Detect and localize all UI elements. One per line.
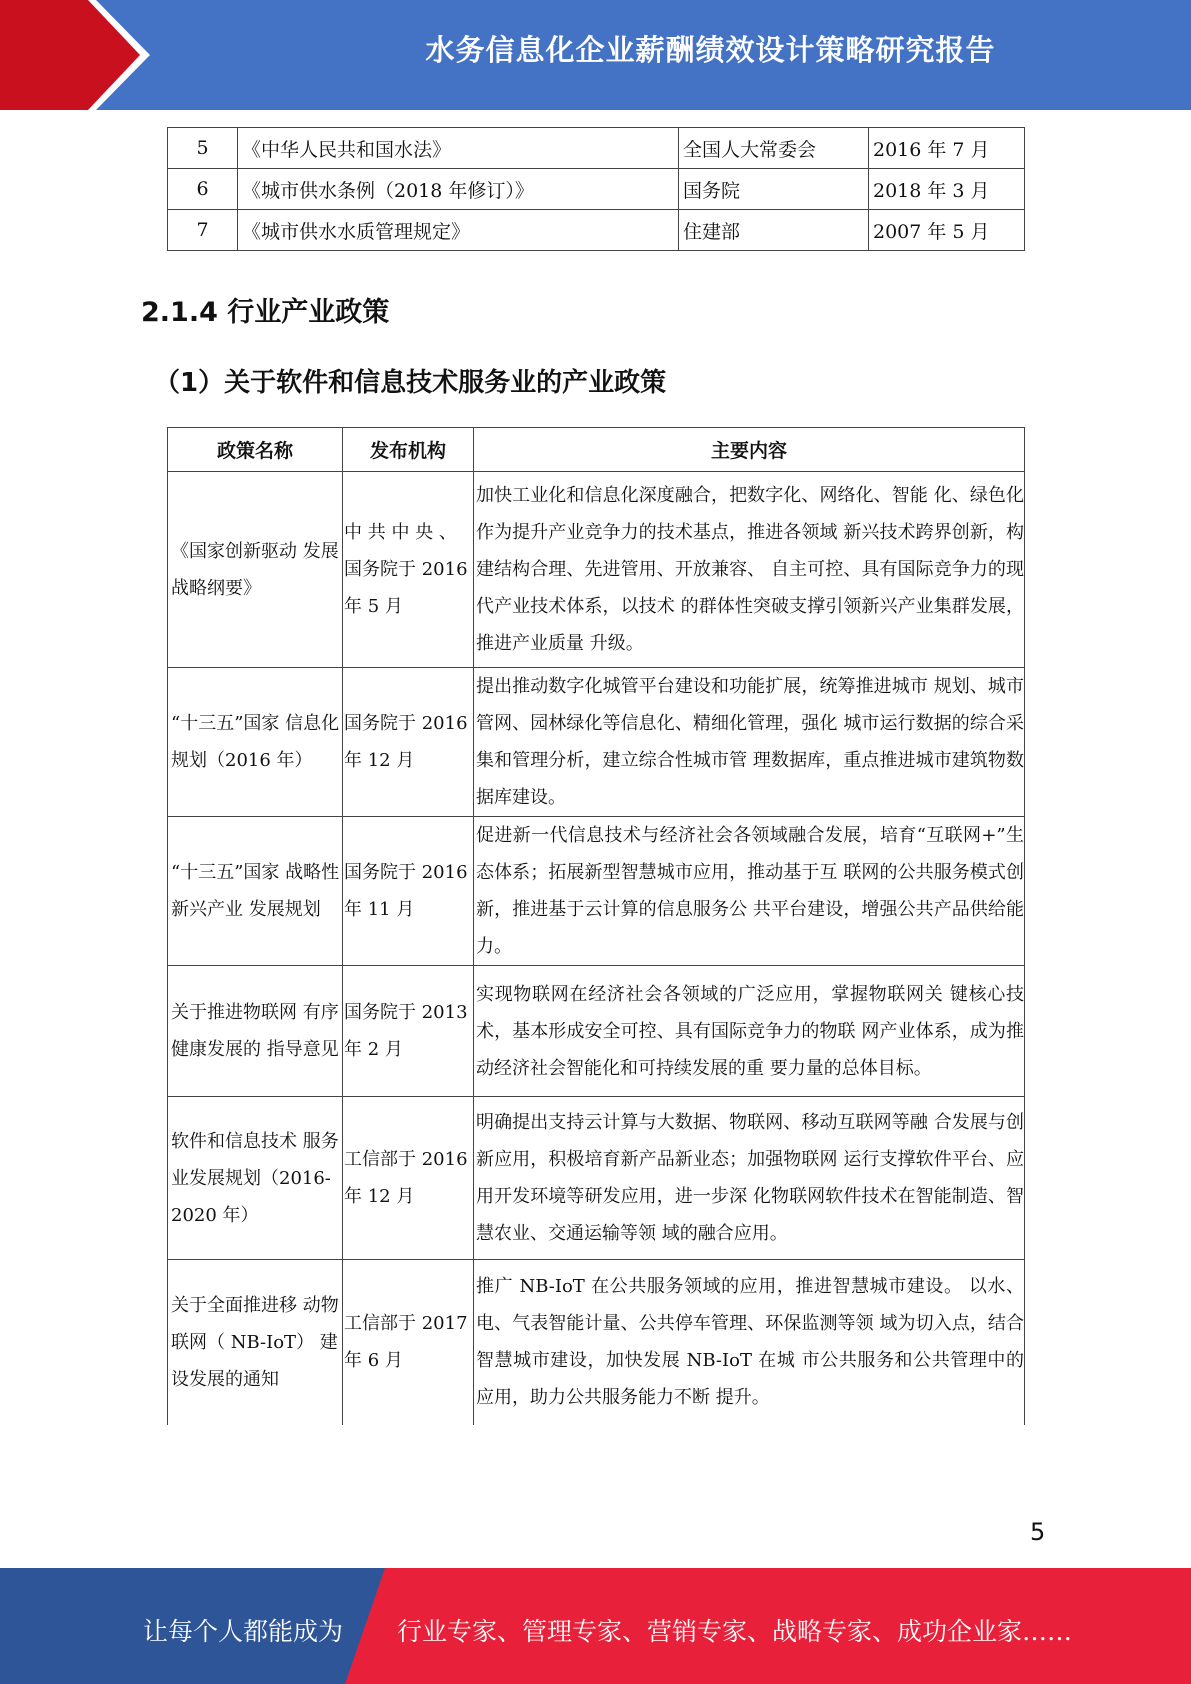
row-number: 5 (168, 128, 238, 169)
report-title: 水务信息化企业薪酬绩效设计策略研究报告 (425, 33, 996, 67)
header-arrow-graphic (0, 0, 160, 110)
table-header-row (168, 428, 1025, 472)
policy-content: 加快工业化和信息化深度融合，把数字化、网络化、智能 化、绿色化作为提升产业竞争力的技术基点，推进各领域 新兴技术跨界创新，构建结构合理、先进管用、开放兼容、 自主可控、具有国际竞争力的现代产业技术体系，以技术 的群体性突破支撑引领新兴产业集群发展，推进产业质量 升级。 (474, 472, 1025, 668)
policy-content: 提出推动数字化城管平台建设和功能扩展，统筹推进城市 规划、城市管网、园林绿化等信息化、精细化管理，强化 城市运行数据的综合采集和管理分析，建立综合性城市管 理数据库，重点推进城市建筑物数据库建设。 (474, 668, 1025, 817)
policy-org: 工信部于 2017 年 6 月 (343, 1260, 474, 1425)
table-row (168, 817, 1025, 966)
footer-slogan-left: 让每个人都能成为 (143, 1617, 344, 1646)
law-org: 国务院 (679, 169, 869, 210)
page-footer (0, 1568, 1191, 1684)
subsection-heading: （1）关于软件和信息技术服务业的产业政策 (154, 368, 667, 398)
column-header-org: 发布机构 (343, 428, 474, 472)
row-number: 7 (168, 210, 238, 251)
table-row (168, 169, 1025, 210)
policy-name: 软件和信息技术 服务业发展规划（2016-2020 年） (168, 1097, 343, 1260)
section-heading: 2.1.4 行业产业政策 (141, 297, 390, 328)
table-row (168, 1097, 1025, 1260)
row-number: 6 (168, 169, 238, 210)
column-header-name: 政策名称 (168, 428, 343, 472)
page-number: 5 (1030, 1518, 1046, 1546)
law-org: 全国人大常委会 (679, 128, 869, 169)
policy-content: 实现物联网在经济社会各领域的广泛应用，掌握物联网关 键核心技术，基本形成安全可控、具有国际竞争力的物联 网产业体系，成为推动经济社会智能化和可持续发展的重 要力量的总体目标。 (474, 966, 1025, 1097)
policy-content: 促进新一代信息技术与经济社会各领域融合发展，培育“互联网+”生态体系；拓展新型智慧城市应用，推动基于互 联网的公共服务模式创新，推进基于云计算的信息服务公 共平台建设，增强公共产品供给能力。 (474, 817, 1025, 966)
policy-org: 工信部于 2016 年 12 月 (343, 1097, 474, 1260)
policy-org: 中 共 中 央 、国务院于 2016 年 5 月 (343, 472, 474, 668)
table-row (168, 668, 1025, 817)
law-table (167, 127, 1025, 251)
policy-content: 明确提出支持云计算与大数据、物联网、移动互联网等融 合发展与创新应用，积极培育新产品新业态；加强物联网 运行支撑软件平台、应用开发环境等研发应用，进一步深 化物联网软件技术在智能制造、智慧农业、交通运输等领 域的融合应用。 (474, 1097, 1025, 1260)
policy-table (167, 427, 1025, 1425)
policy-name: 关于推进物联网 有序健康发展的 指导意见 (168, 966, 343, 1097)
policy-org: 国务院于 2013 年 2 月 (343, 966, 474, 1097)
law-date: 2007 年 5 月 (869, 210, 1025, 251)
page-header (0, 0, 1191, 110)
column-header-content: 主要内容 (474, 428, 1025, 472)
table-row (168, 472, 1025, 668)
table-row (168, 1260, 1025, 1425)
policy-content: 推广 NB-IoT 在公共服务领域的应用，推进智慧城市建设。 以水、电、气表智能计量、公共停车管理、环保监测等领 域为切入点，结合智慧城市建设，加快发展 NB-IoT 在城 市公共服务和公共管理中的应用，助力公共服务能力不断 提升。 (474, 1260, 1025, 1425)
table-row (168, 966, 1025, 1097)
policy-name: “十三五”国家 信息化规划（2016 年） (168, 668, 343, 817)
policy-name: 关于全面推进移 动物联网（ NB-IoT） 建 设发展的通知 (168, 1260, 343, 1425)
table-row (168, 128, 1025, 169)
law-org: 住建部 (679, 210, 869, 251)
policy-org: 国务院于 2016 年 12 月 (343, 668, 474, 817)
table-row (168, 210, 1025, 251)
law-date: 2016 年 7 月 (869, 128, 1025, 169)
policy-name: “十三五”国家 战略性新兴产业 发展规划 (168, 817, 343, 966)
law-name: 《城市供水水质管理规定》 (238, 210, 679, 251)
policy-org: 国务院于 2016 年 11 月 (343, 817, 474, 966)
law-name: 《中华人民共和国水法》 (238, 128, 679, 169)
law-date: 2018 年 3 月 (869, 169, 1025, 210)
law-name: 《城市供水条例（2018 年修订）》 (238, 169, 679, 210)
footer-slogan-right: 行业专家、管理专家、营销专家、战略专家、成功企业家…… (397, 1617, 1073, 1646)
policy-name: 《国家创新驱动 发展战略纲要》 (168, 472, 343, 668)
